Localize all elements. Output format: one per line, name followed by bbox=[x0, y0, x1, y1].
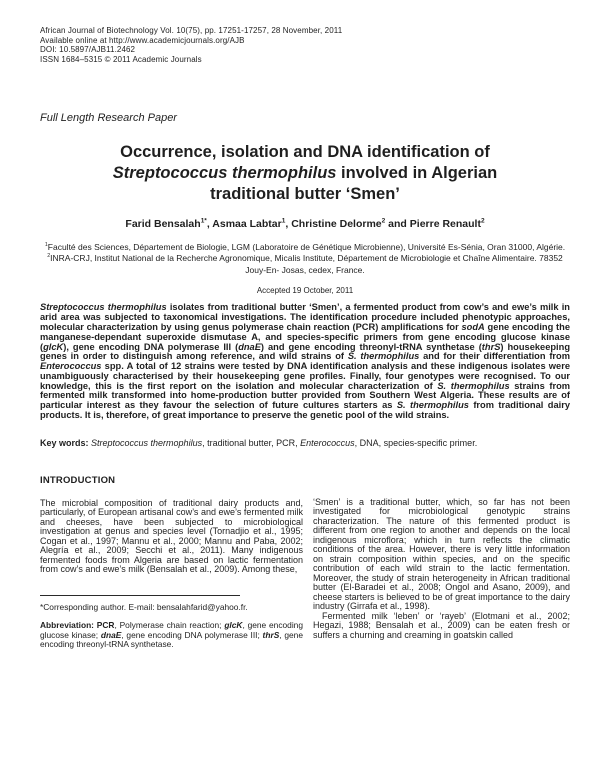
body-paragraph-smen: ‘Smen’ is a traditional butter, which, so far has not been investigated for microbiological genotypic strains characterization. The nature of this fermented product is different from one region to another and depends on the local indigenous microflora; which in turn reflects the climatic conditions of the area. However, there is very little information on strain composition within species, and on the specific contribution of each wild strain to the lactic fermentation. Moreover, the study of strain heterogeneity in African traditional butter (El-Baradei et al., 2008; Ongol and Asano, 2009), and cheese starters is believed to be of great importance to the dairy industry (Girrafa et al., 1998). bbox=[313, 496, 570, 612]
journal-header-line-1: African Journal of Biotechnology Vol. 10(75), pp. 17251-17257, 28 November, 2011 bbox=[40, 26, 343, 35]
introduction-heading: INTRODUCTION bbox=[40, 474, 116, 486]
journal-header-line-4: ISSN 1684–5315 © 2011 Academic Journals bbox=[40, 55, 202, 65]
affiliation-1-sup: 1 bbox=[44, 241, 48, 248]
article-title bbox=[40, 142, 570, 205]
article-category-label: Full Length Research Paper bbox=[40, 111, 177, 124]
authors-line: Farid Bensalah$^{1*}$, Asmaa Labtar$^1$, Christine Delorme$^2$ and Pierre Renault$^2$ bbox=[125, 217, 485, 230]
title-line-1: Occurrence, isolation and DNA identification of bbox=[120, 142, 490, 161]
affiliation-2-text: INRA-CRJ, Institut National de la Recherche Agronomique, Micalis Institute, Département de Microbiologie et Chaîne Alimentaire. 78352 Jouy-En- Josas, cedex, France. bbox=[50, 253, 563, 275]
abstract-paragraph: Streptococcus thermophilus isolates from traditional butter ‘Smen’, a fermented product from cow’s and ewe’s milk in arid area was subjected to taxonomical investigations. The identification procedure included phenotypic approaches, molecular characterization by using genus polymerase chain reaction (PCR) amplifications for sodA gene encoding the manganese-dependant superoxide dismutase A, and species-specific primers from gene encoding glucose kinase (glcK), gene encoding DNA polymerase III (dnaE) and gene encoding threonyl-tRNA synthetase (thrS) housekeeping genes in order to distinguish among reference, and wild strains of S. thermophilus and for their differentiation from Enterococcus spp. A total of 12 strains were tested by DNA identification analysis and these indigenous isolates were unambiguously characterised by their housekeeping gene profiles. Finally, four genotypes were recognised. To our knowledge, this is the first report on the isolation and molecular characterization of S. thermophilus strains from fermented milk transformed into home-production butter provided from Southern West Algeria. These results are of particular interest as they favour the selection of future cultures starters as S. thermophilus from traditional dairy products. It is, therefore, of great importance to preserve the genetic pool of the wild strains. bbox=[40, 302, 571, 421]
body-paragraph-fermented-milk: Fermented milk ‘leben’ or ‘rayeb’ (Elotmani et al., 2002; Hegazi, 1988; Bensalah et al., 2009) can be eaten fresh or suffers a churning and creaming in goatskin called bbox=[313, 610, 570, 640]
affiliation-2-sup: 2 bbox=[47, 253, 51, 260]
footnote-divider bbox=[40, 595, 240, 596]
affiliations-block bbox=[40, 242, 570, 277]
journal-header bbox=[40, 26, 570, 65]
footnote-block bbox=[40, 595, 303, 650]
right-column bbox=[313, 475, 570, 650]
keywords-line: Key words: Streptococcus thermophilus, traditional butter, PCR, Enterococcus, DNA, species-specific primer. bbox=[40, 437, 478, 448]
body-columns bbox=[40, 475, 570, 650]
title-line-2: involved in Algerian bbox=[336, 163, 498, 182]
accepted-date: Accepted 19 October, 2011 bbox=[256, 286, 354, 296]
title-line-3: traditional butter ‘Smen’ bbox=[210, 184, 400, 203]
corresponding-author-note: *Corresponding author. E-mail: bensalahfarid@yahoo.fr. bbox=[40, 601, 248, 612]
journal-header-line-3: DOI: 10.5897/AJB11.2462 bbox=[40, 45, 136, 55]
left-column bbox=[40, 475, 303, 650]
affiliation-1-text: Faculté des Sciences, Département de Biologie, LGM (Laboratoire de Génétique Microbienne), Université Es-Sénia, Oran 31000, Algérie. bbox=[47, 241, 566, 252]
affiliation-2 bbox=[40, 253, 570, 276]
abbreviation-note: Abbreviation: PCR, Polymerase chain reaction; glcK, gene encoding glucose kinase; dnaE, gene encoding DNA polymerase III; thrS, gene encoding threonyl-tRNA synthetase. bbox=[40, 620, 303, 650]
introduction-paragraph: The microbial composition of traditional dairy products and, particularly, of European artisanal cow’s and ewe’s fermented milk and cheeses, have been subjected to microbiological investigation at genus and species level (Tornadjio et al., 1995; Cogan et al., 1997; Mannu et al., 2000; Mannu and Paba, 2002; Alegría et al., 2009; Secchi et al., 2011). Many indigenous fermented foods from Algeria are based on lactic fermentation from cow’s and ewe’s milk (Bensalah et al., 2009). Among these, bbox=[40, 497, 303, 575]
affiliation-1 bbox=[40, 242, 570, 254]
journal-header-line-2: Available online at http://www.academicjournals.org/AJB bbox=[40, 35, 245, 45]
title-species-name: Streptococcus thermophilus bbox=[112, 163, 337, 182]
